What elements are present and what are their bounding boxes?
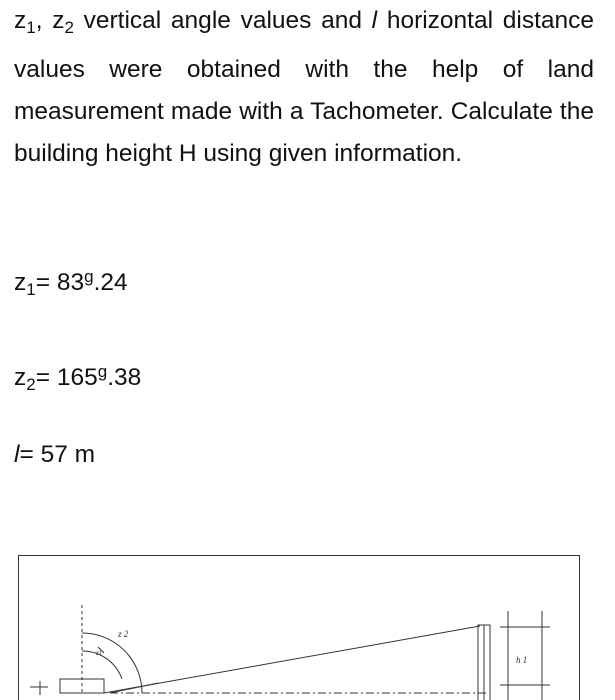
given-z2-unit: g bbox=[97, 362, 108, 381]
given-z2 bbox=[14, 357, 141, 400]
sight-line-low bbox=[110, 683, 158, 693]
given-z1-unit: g bbox=[84, 267, 94, 286]
tachometer-diagram bbox=[18, 555, 580, 700]
diagram-frame bbox=[19, 556, 580, 700]
question-text-b: horizontal distance values were obtained with the help of land measurement made with a Tachometer. Calculate the building height H using given information. bbox=[14, 7, 595, 167]
given-l-rest: = 57 m bbox=[19, 441, 96, 468]
label-z1: z1 bbox=[96, 649, 103, 657]
given-z2-eq: = bbox=[35, 364, 57, 391]
label-z2: z 2 bbox=[118, 629, 129, 639]
given-z2-letter: z bbox=[14, 364, 27, 391]
given-l-symbol: l bbox=[14, 441, 20, 468]
given-z1-decimal: .24 bbox=[93, 269, 128, 296]
question-text-a: vertical angle values and bbox=[83, 7, 362, 34]
given-l bbox=[14, 440, 95, 470]
question-text bbox=[14, 0, 594, 175]
given-z1 bbox=[14, 262, 128, 305]
label-h1: h 1 bbox=[516, 655, 528, 665]
given-z2-decimal: .38 bbox=[107, 364, 142, 391]
given-z1-value: 83 bbox=[56, 269, 85, 296]
given-z2-sub: 2 bbox=[26, 375, 36, 394]
given-z2-value: 165 bbox=[56, 364, 98, 391]
z1-symbol: z bbox=[14, 7, 27, 34]
question-paragraph: $z_1$, $z_2$ vertical angle values and l horizontal distance values were obtained with the help of land measurement made with a Tachometer. Calculate the building height H using given information. bbox=[14, 7, 595, 167]
given-z1-sub: 1 bbox=[26, 280, 36, 299]
given-z1-eq: = bbox=[35, 269, 57, 296]
z1-subscript: 1 bbox=[26, 18, 36, 37]
z2-symbol: z bbox=[52, 7, 65, 34]
l-symbol: l bbox=[371, 7, 378, 34]
z2-subscript: 2 bbox=[64, 18, 74, 37]
given-z1-letter: z bbox=[14, 269, 27, 296]
sight-line-top bbox=[104, 626, 480, 693]
